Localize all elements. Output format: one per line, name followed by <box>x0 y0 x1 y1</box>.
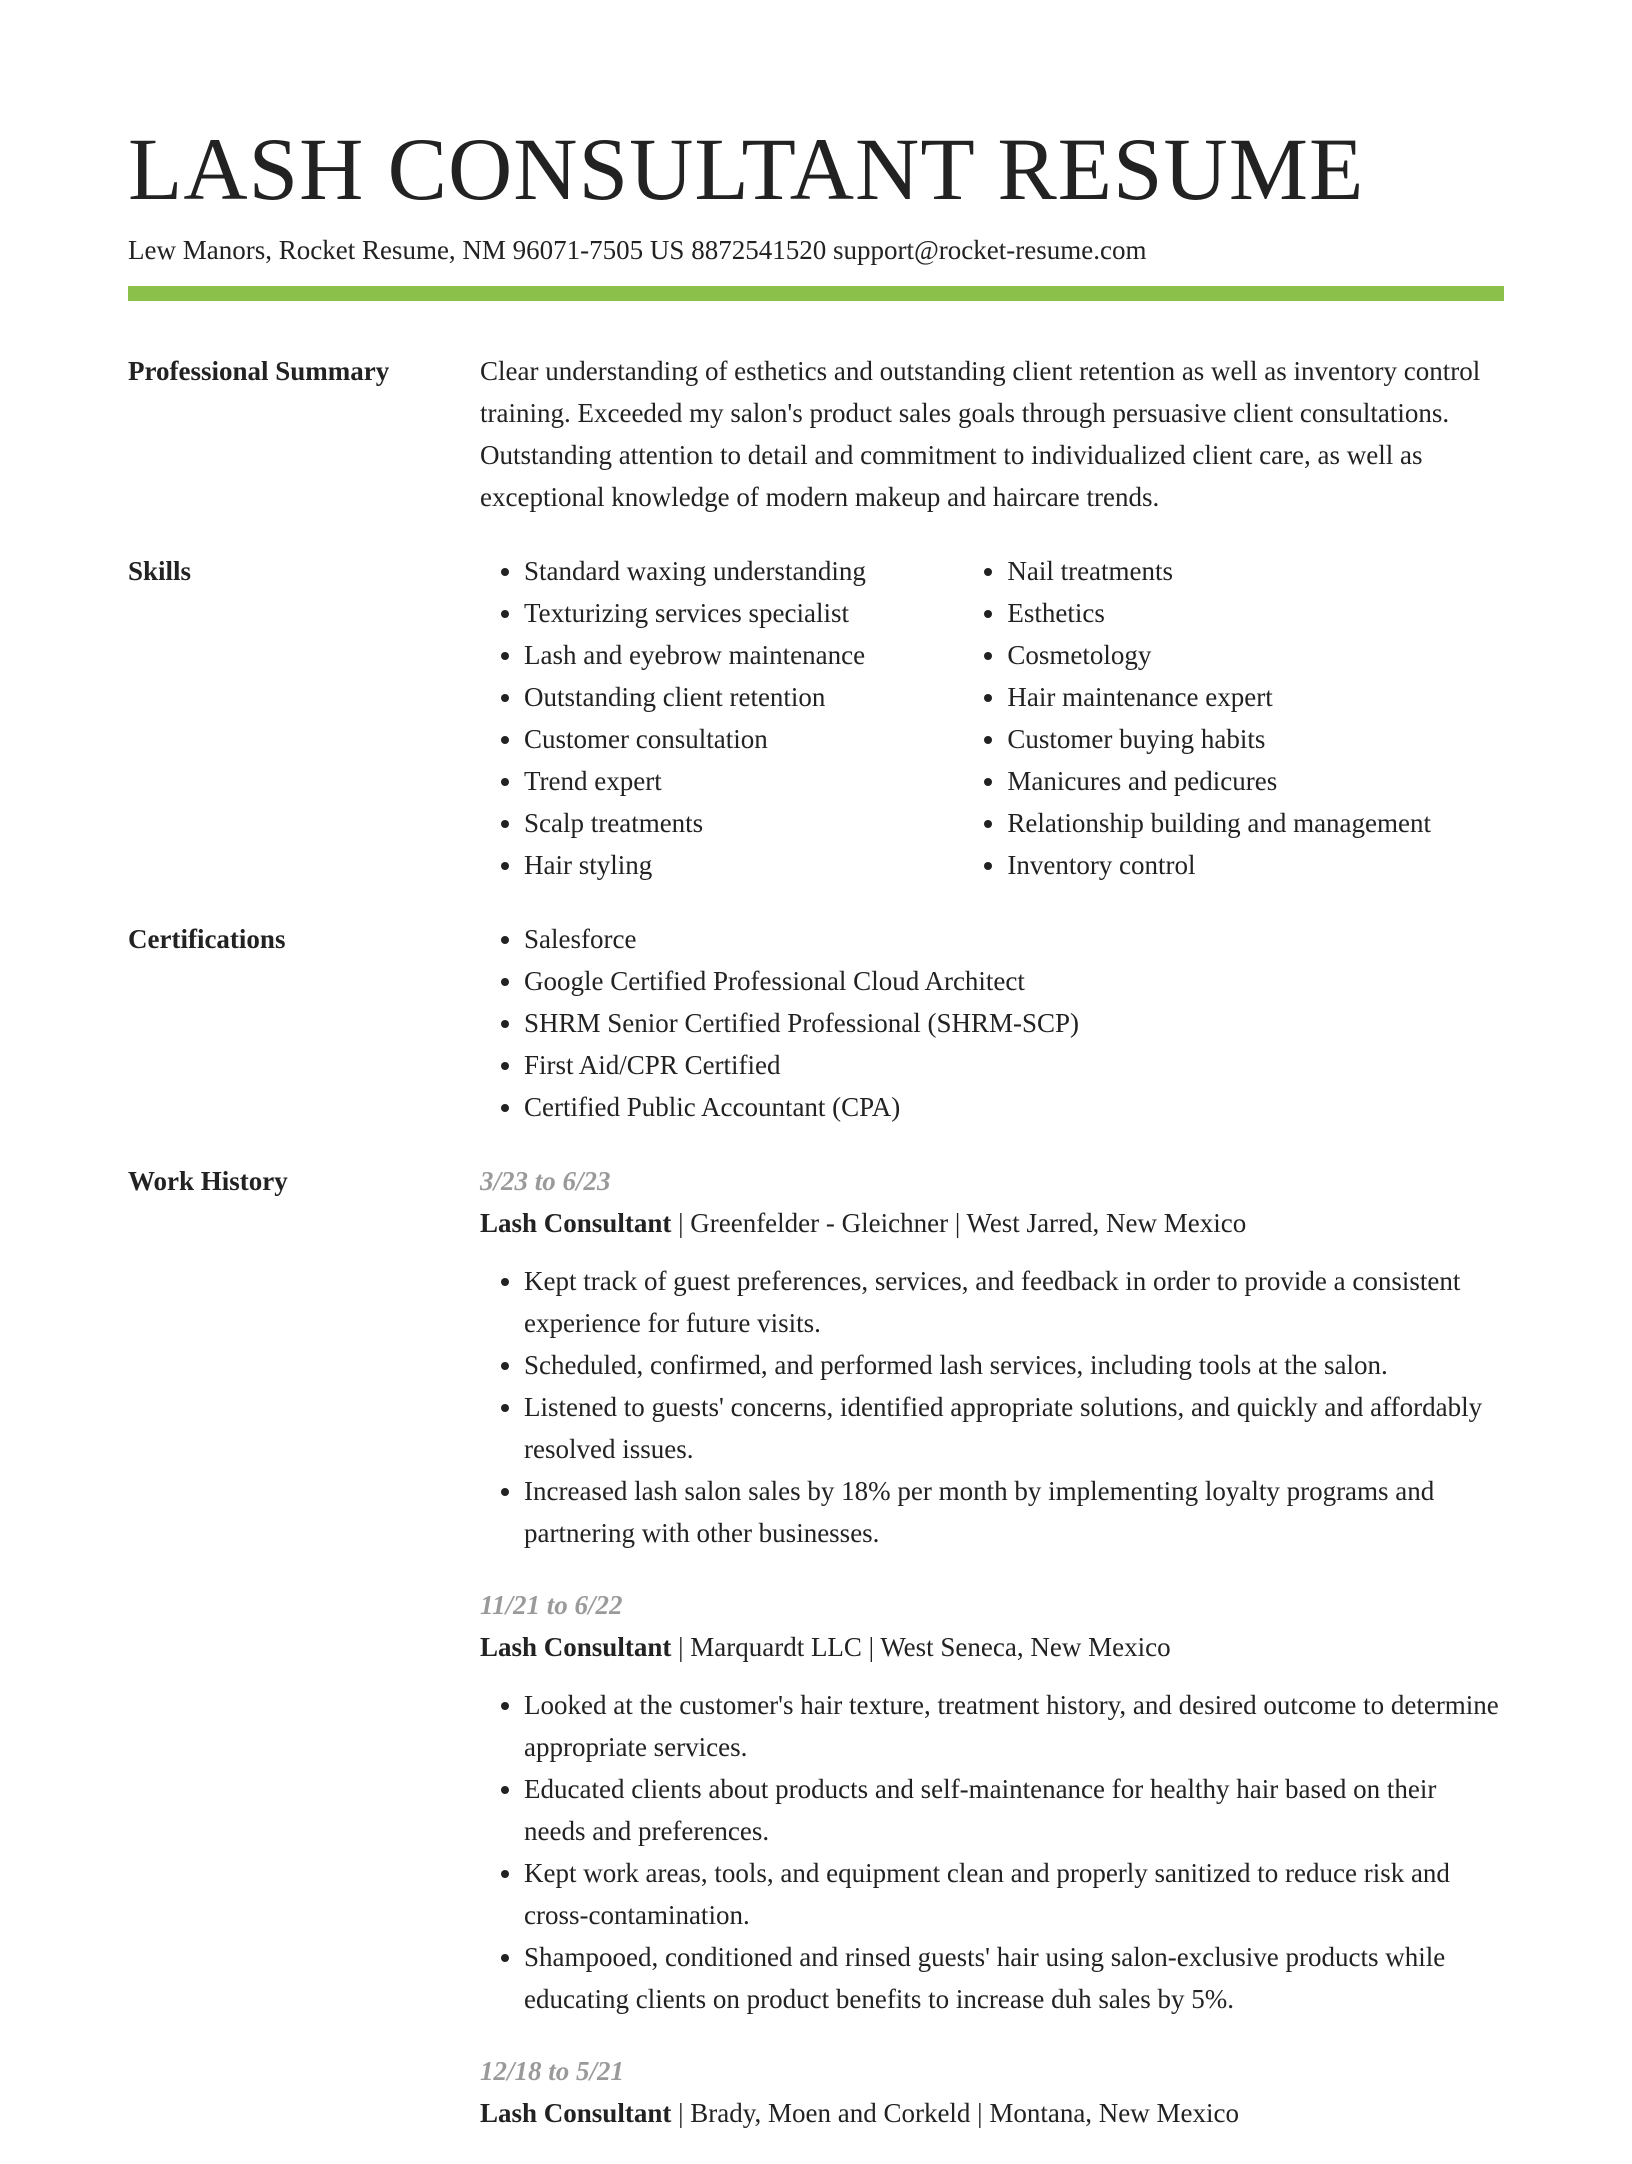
skill-item: • Texturizing services specialist <box>524 592 963 634</box>
job-title: Lash Consultant <box>480 1632 672 1662</box>
summary-body <box>480 350 1504 518</box>
certification-item: • Google Certified Professional Cloud Architect <box>524 960 1504 1002</box>
certifications-label: Certifications <box>128 924 286 954</box>
certifications-list <box>480 918 1504 1128</box>
skill-item: • Customer buying habits <box>1007 718 1504 760</box>
job-title: Lash Consultant <box>480 2098 672 2128</box>
skill-item: • Lash and eyebrow maintenance <box>524 634 963 676</box>
certification-item: • SHRM Senior Certified Professional (SHRM-SCP) <box>524 1002 1504 1044</box>
skill-item: • Manicures and pedicures <box>1007 760 1504 802</box>
resume-title: LASH CONSULTANT RESUME <box>128 121 1365 219</box>
job-bullets <box>480 1260 1504 1554</box>
certifications-body <box>480 918 1504 1128</box>
skill-item: • Scalp treatments <box>524 802 963 844</box>
skill-item: • Inventory control <box>1007 844 1504 886</box>
job-bullet: • Shampooed, conditioned and rinsed guests' hair using salon-exclusive products while educating clients on product benefits to increase duh sales by 5%. <box>524 1936 1504 2020</box>
skill-item: • Outstanding client retention <box>524 676 963 718</box>
job-entry <box>480 1160 1504 1554</box>
skill-item: • Relationship building and management <box>1007 802 1504 844</box>
job-bullet: • Scheduled, confirmed, and performed lash services, including tools at the salon. <box>524 1344 1504 1386</box>
skills-label: Skills <box>128 556 192 586</box>
skill-item: • Standard waxing understanding <box>524 550 963 592</box>
skills-columns <box>480 550 1504 886</box>
job-employer-location: | Greenfelder - Gleichner | West Jarred, New Mexico <box>671 1208 1247 1238</box>
job-employer-location: | Brady, Moen and Corkeld | Montana, New Mexico <box>671 2098 1240 2128</box>
contact-line: Lew Manors, Rocket Resume, NM 96071-7505 US 8872541520 support@rocket-resume.com <box>128 235 1147 265</box>
job-bullets <box>480 1684 1504 2020</box>
job-bullet: • Listened to guests' concerns, identified appropriate solutions, and quickly and affordably resolved issues. <box>524 1386 1504 1470</box>
skill-item: • Hair maintenance expert <box>1007 676 1504 718</box>
skills-list-right <box>963 550 1504 886</box>
certification-item: • First Aid/CPR Certified <box>524 1044 1504 1086</box>
skills-list-left <box>480 550 963 886</box>
job-bullet: • Kept work areas, tools, and equipment clean and properly sanitized to reduce risk and cross-contamination. <box>524 1852 1504 1936</box>
job-heading <box>480 1626 1504 1668</box>
work-history-body <box>480 1160 1504 2164</box>
job-bullet: • Looked at the customer's hair texture, treatment history, and desired outcome to determine appropriate services. <box>524 1684 1504 1768</box>
summary-label: Professional Summary <box>128 356 390 386</box>
summary-text: Clear understanding of esthetics and outstanding client retention as well as inventory control training. Exceeded my salon's product sales goals through persuasive client consultations. Outstanding attention to detail and commitment to individualized client care, as well as exceptional knowledge of modern makeup and haircare trends. <box>480 356 1481 512</box>
job-bullet: • Educated clients about products and self-maintenance for healthy hair based on their needs and preferences. <box>524 1768 1504 1852</box>
certification-item: • Certified Public Accountant (CPA) <box>524 1086 1504 1128</box>
job-title: Lash Consultant <box>480 1208 672 1238</box>
header-divider <box>128 286 1504 301</box>
skill-item: • Esthetics <box>1007 592 1504 634</box>
job-bullet: • Increased lash salon sales by 18% per month by implementing loyalty programs and partnering with other businesses. <box>524 1470 1504 1554</box>
certification-item: • Salesforce <box>524 918 1504 960</box>
job-entry <box>480 2050 1504 2134</box>
job-employer-location: | Marquardt LLC | West Seneca, New Mexico <box>671 1632 1171 1662</box>
skills-body <box>480 550 1504 886</box>
work-history-label: Work History <box>128 1166 288 1196</box>
skill-item: • Hair styling <box>524 844 963 886</box>
job-dates: 3/23 to 6/23 <box>480 1166 611 1196</box>
skill-item: • Trend expert <box>524 760 963 802</box>
skill-item: • Cosmetology <box>1007 634 1504 676</box>
job-bullet: • Kept track of guest preferences, services, and feedback in order to provide a consistent experience for future visits. <box>524 1260 1504 1344</box>
job-dates: 12/18 to 5/21 <box>480 2056 625 2086</box>
job-entry <box>480 1584 1504 2020</box>
job-heading <box>480 1202 1504 1244</box>
skill-item: • Nail treatments <box>1007 550 1504 592</box>
job-heading <box>480 2092 1504 2134</box>
job-dates: 11/21 to 6/22 <box>480 1590 623 1620</box>
skill-item: • Customer consultation <box>524 718 963 760</box>
